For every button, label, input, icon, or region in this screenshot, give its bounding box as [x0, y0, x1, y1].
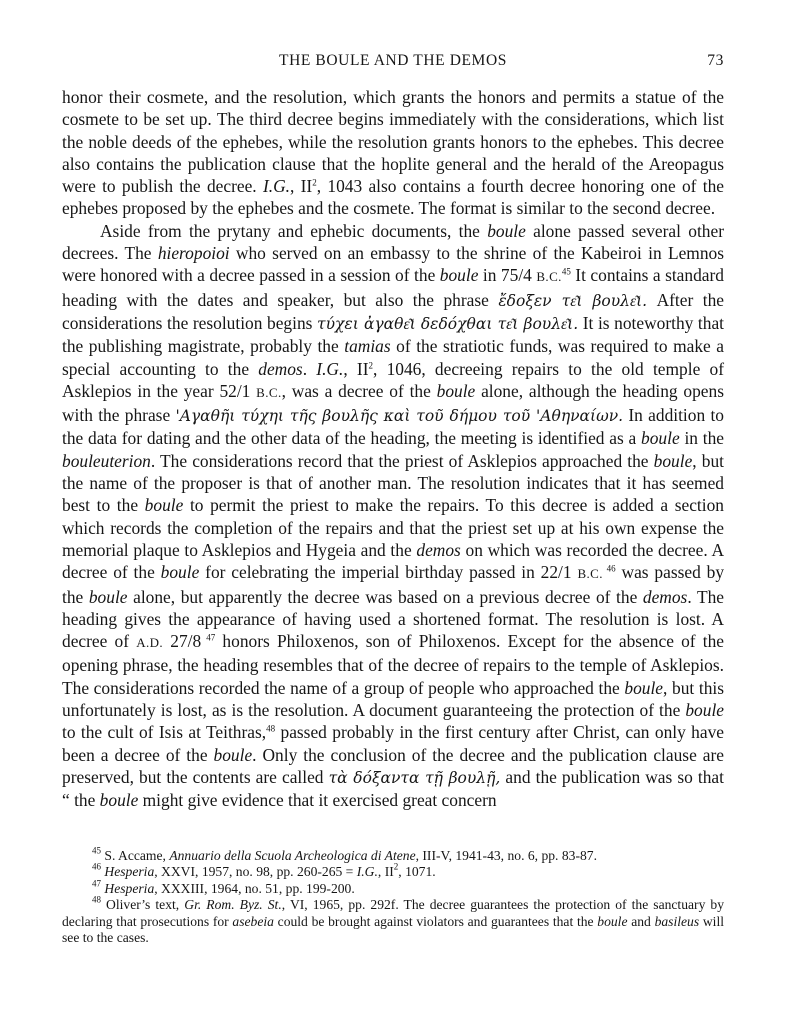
- footnotes: [62, 845, 725, 946]
- footnote-ref-46: 46: [602, 563, 616, 574]
- greek-phrase-3: 'Αγαθῆι τύχηι τῆς βουλῆς καὶ τοῦ δήμου τοῦ 'Αθηναίων.: [175, 407, 624, 426]
- greek-phrase-2: τύχει ἀγαθε͂ι δεδόχθαι τε͂ι βουλε͂ι.: [317, 314, 579, 333]
- greek-phrase-4: τὰ δόξαντα τῇ βουλῇ,: [328, 768, 501, 787]
- running-title: THE BOULE AND THE DEMOS: [279, 52, 507, 69]
- footnote-47: $^{47}$ Hesperia, XXXIII, 1964, no. 51, pp. 199-200.: [92, 878, 355, 896]
- footnote-ref-48: 48: [266, 724, 276, 735]
- footnote-ref-45: 45: [561, 267, 571, 278]
- main-text: [62, 86, 724, 812]
- footnote-45: $^{45}$ S. Accame, Annuario della Scuola Archeologica di Atene, III-V, 1941-43, no. 6, pp. 83-87.: [92, 845, 597, 863]
- paragraph-2: Aside from the prytany and ephebic documents, the boule alone passed several other decrees. The hieropoioi who served on an embassy to the shrine of the Kabeiroi in Lemnos were honored with a decree passed in a session of the boule in 75/4 B.C.$^{45}$ It contains a standard heading with the dates and speaker, but also the phrase ἔδοξεν τε͂ι βουλε͂ι. After the considerations the resolution begins τύχει ἀγαθε͂ι δεδόχθαι τε͂ι βουλε͂ι. It is noteworthy that the publishing magistrate, probably the tamias of the stratiotic funds, was required to make a special accounting to the demos. I.G., $II^2$, 1046, decreeing repairs to the old temple of Asklepios in the year 52/1 B.C., was a decree of the boule alone, although the heading opens with the phrase 'Αγαθῆι τύχηι τῆς βουλῆς καὶ τοῦ δήμου τοῦ 'Αθηναίων. In addition to the data for dating and the other data of the heading, the meeting is identified as a boule in the bouleuterion. The considerations record that the priest of Asklepios approached the boule, but the name of the proposer is that of another man. The resolution indicates that it has seemed best to the boule to permit the priest to make the repairs. To this decree is added a section which records the completion of the repairs and that the priest set up at his own expense the memorial plaque to Asklepios and Hygeia and the demos on which was recorded the decree. A decree of the boule for celebrating the imperial birthday passed in 22/1 B.C. $^{46}$ was passed by the boule alone, but apparently the decree was based on a previous decree of the demos. The heading gives the appearance of having used a shortened format. The resolution is lost. A decree of A.D. 27/8 $^{47}$ honors Philoxenos, son of Philoxenos. Except for the absence of the opening phrase, the heading resembles that of the decree of repairs to the temple of Asklepios. The considerations recorded the name of a group of people who approached the boule, but this unfortunately is lost, as is the resolution. A document guaranteeing the protection of the boule to the cult of Isis at Teithras,$^{48}$ passed probably in the first century after Christ, can only have been a decree of the boule. Only the conclusion of the decree and the publication clause are preserved, but the contents are called τὰ δόξαντα τῇ βουλῇ, and the publication was so that “ the boule might give evidence that it exercised great concern: [62, 220, 725, 811]
- paragraph-1: honor their cosmete, and the resolution, which grants the honors and permits a statue of the cosmete to be set up. The third decree begins immediately with the considerations, which list the noble deeds of the ephebes, while the resolution grants honors to the ephebes. This decree also contains the publication clause that the hoplite general and the herald of the Areopagus were to publish the decree. I.G., $II^2$, 1043 also contains a fourth decree honoring one of the ephebes proposed by the ephebes and the cosmete. The format is similar to the second decree.: [62, 87, 724, 219]
- footnote-48: $^{48}$ Oliver’s text, Gr. Rom. Byz. St., VI, 1965, pp. 292f. The decree guarantees the protection of the sanctuary by declaring that prosecutions for asebeia could be brought against violators and guarantees that the boule and basileus will see to the cases.: [62, 894, 725, 946]
- footnote-46: $^{46}$ Hesperia, XXVI, 1957, no. 98, pp. 260-265 = I.G., $II^2$, 1071.: [92, 862, 436, 880]
- greek-phrase-1: ἔδοξεν τε͂ι βουλε͂ι.: [498, 291, 648, 310]
- page-number: 73: [707, 52, 724, 69]
- footnote-ref-47: 47: [201, 632, 216, 643]
